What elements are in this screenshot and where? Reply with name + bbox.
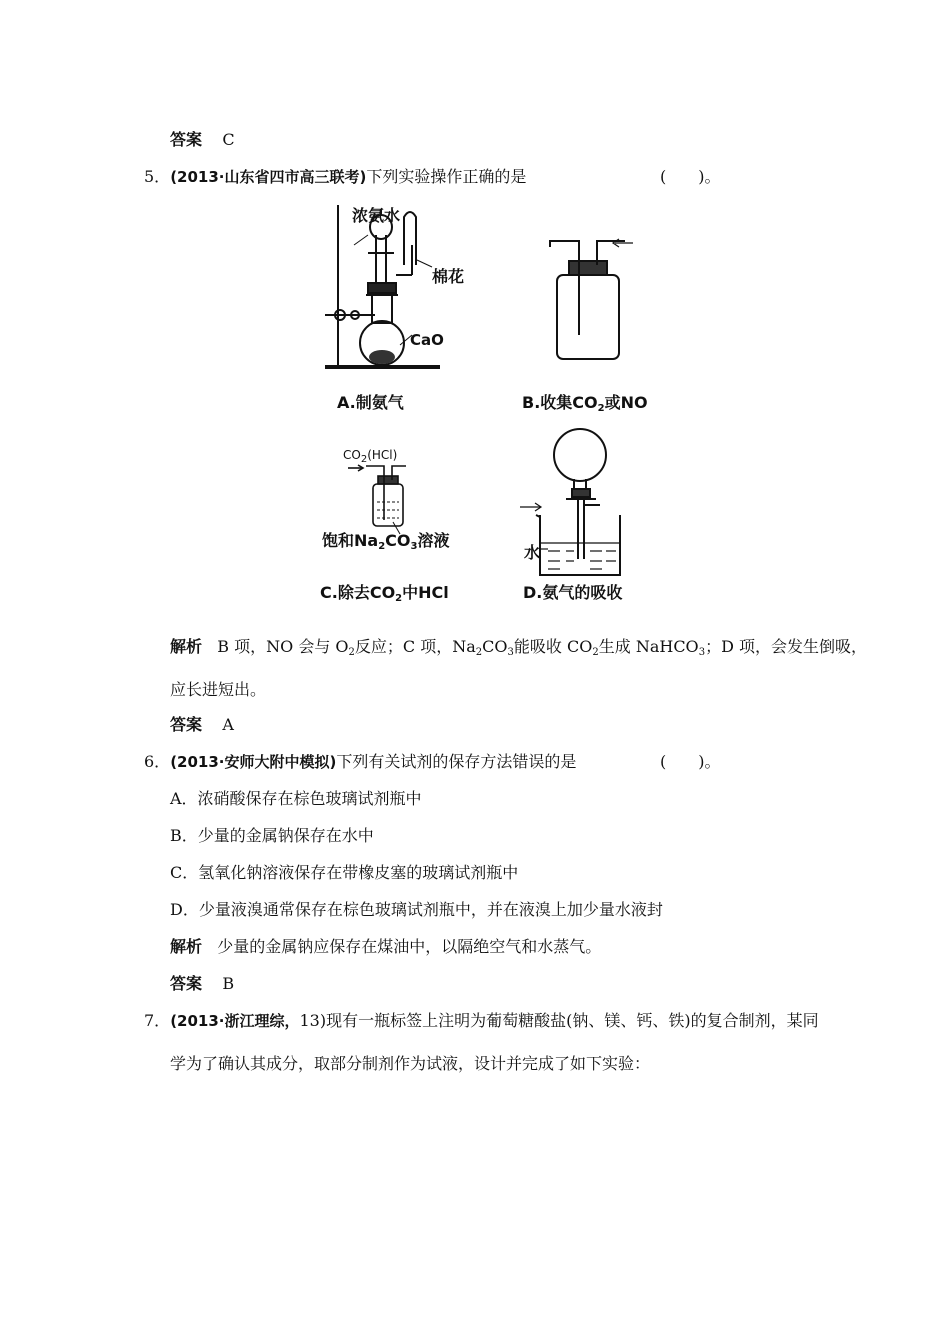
analysis-label: 解析 bbox=[170, 637, 203, 656]
q6-blank: ( )。 bbox=[660, 752, 721, 771]
q6-option-b: B．少量的金属钠保存在水中 bbox=[170, 826, 374, 845]
label-water: 水 bbox=[524, 543, 541, 562]
q5-analysis-line2: 应长进短出。 bbox=[170, 680, 267, 699]
label-saturated-na2co3: 饱和$Na_2CO_3$溶液 bbox=[322, 531, 450, 552]
question-text: 下列实验操作正确的是 bbox=[366, 167, 527, 186]
q6-analysis: 解析 少量的金属钠应保存在煤油中，以隔绝空气和水蒸气。 bbox=[170, 937, 602, 956]
q6-option-a: A．浓硝酸保存在棕色玻璃试剂瓶中 bbox=[170, 789, 422, 808]
answer-label: 答案 bbox=[170, 715, 203, 734]
question-source: (2013·山东省四市高三联考) bbox=[170, 168, 367, 186]
label-cotton: 棉花 bbox=[432, 267, 465, 286]
caption-b: B.收集$CO_2$或NO bbox=[522, 393, 648, 414]
q6-answer: 答案 B bbox=[170, 974, 235, 993]
figure-b-apparatus bbox=[545, 235, 635, 365]
label-co2-hcl: $CO_2(HCl)$ bbox=[343, 448, 398, 465]
q5-analysis: 解析 B 项，NO 会与 $O_2$反应；C 项，$Na_2CO_3$能吸收 $CO_2$生成 NaHCO$_3$；D 项，会发生倒吸， bbox=[170, 637, 867, 658]
label-concentrated-ammonia: 浓氨水 bbox=[352, 206, 401, 225]
caption-a: A.制氨气 bbox=[337, 393, 404, 412]
answer-value: C bbox=[222, 130, 235, 149]
question-number: 5． bbox=[144, 167, 171, 186]
q6-stem: 6．(2013·安师大附中模拟)下列有关试剂的保存方法错误的是 bbox=[144, 752, 577, 771]
q5-answer bbox=[170, 712, 234, 735]
q5-blank: ( )。 bbox=[660, 167, 721, 186]
q7-stem: 7．(2013·浙江理综，13)现有一瓶标签上注明为葡萄糖酸盐(钠、镁、钙、铁)的复合制剂，某同 bbox=[144, 1011, 819, 1030]
q6-option-d: D．少量液溴通常保存在棕色玻璃试剂瓶中，并在液溴上加少量水液封 bbox=[170, 900, 663, 919]
q4-answer bbox=[170, 127, 235, 150]
figure-c-apparatus bbox=[348, 462, 418, 532]
label-cao: CaO bbox=[410, 331, 444, 349]
answer-label: 答案 bbox=[170, 130, 203, 149]
caption-d: D.氨气的吸收 bbox=[523, 583, 623, 602]
q5-stem bbox=[144, 164, 526, 187]
answer-value: A bbox=[222, 715, 234, 734]
q6-option-c: C．氢氧化钠溶液保存在带橡皮塞的玻璃试剂瓶中 bbox=[170, 863, 519, 882]
q7-stem-line2: 学为了确认其成分，取部分制剂作为试液，设计并完成了如下实验： bbox=[170, 1054, 651, 1073]
caption-c: C.除去$CO_2$中HCl bbox=[320, 583, 449, 604]
